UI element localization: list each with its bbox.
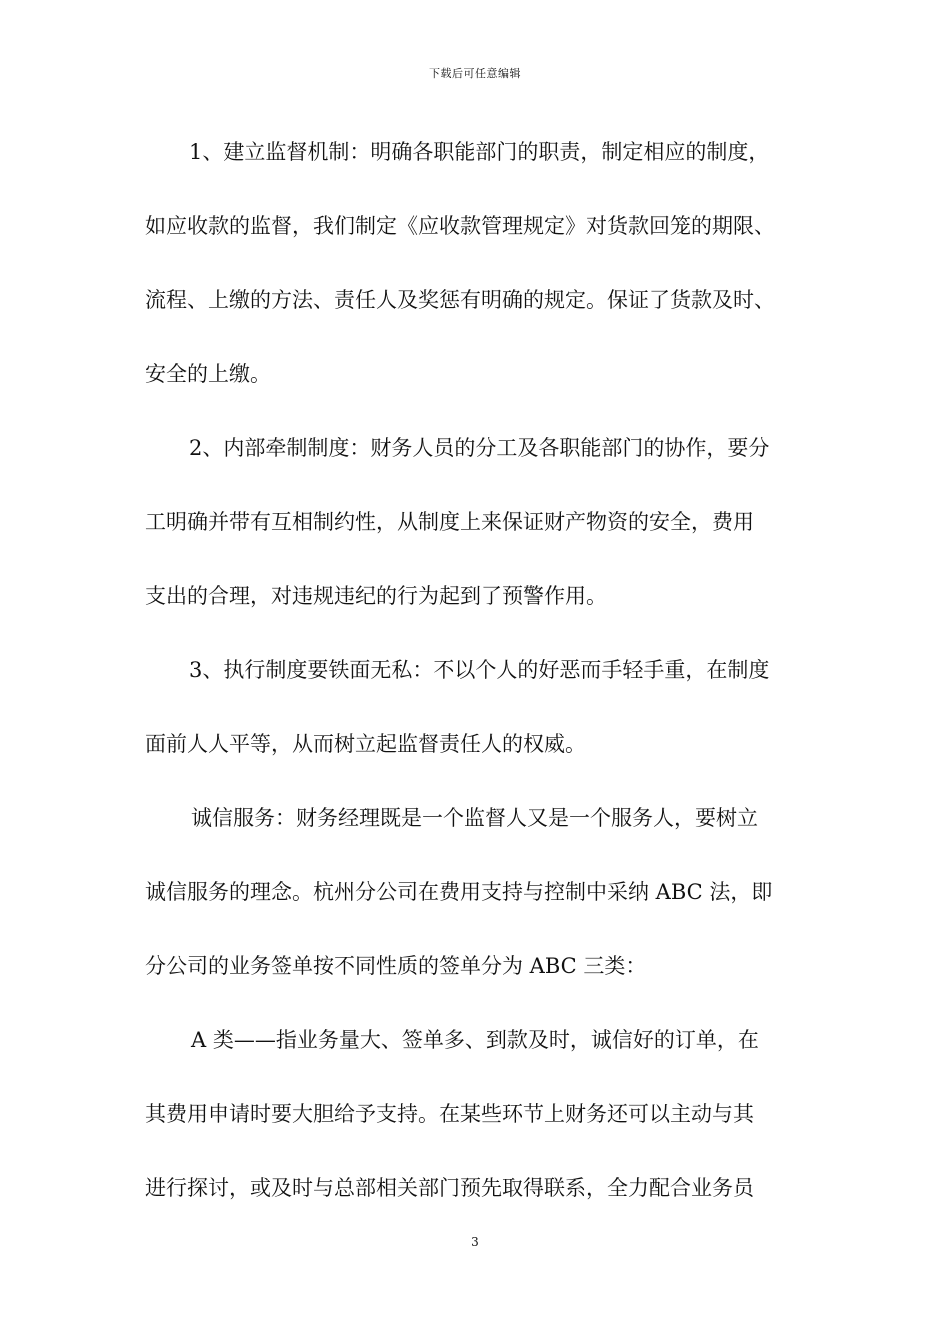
paragraph-line: 1、建立监督机制：明确各职能部门的职责，制定相应的制度，: [189, 140, 770, 164]
paragraph-line: 3、执行制度要铁面无私：不以个人的好恶而手轻手重，在制度: [189, 658, 770, 682]
paragraph-line: 安全的上缴。: [145, 362, 271, 386]
paragraph-line: 流程、上缴的方法、责任人及奖惩有明确的规定。保证了货款及时、: [145, 288, 775, 312]
paragraph-line: 面前人人平等，从而树立起监督责任人的权威。: [145, 732, 586, 756]
paragraph-line: 支出的合理，对违规违纪的行为起到了预警作用。: [145, 584, 607, 608]
paragraph-line: 分公司的业务签单按不同性质的签单分为 ABC 三类：: [145, 954, 647, 978]
paragraph-line: 进行探讨，或及时与总部相关部门预先取得联系，全力配合业务员: [145, 1176, 754, 1200]
paragraph-line: 2、内部牵制制度：财务人员的分工及各职能部门的协作，要分: [189, 436, 770, 460]
paragraph-line: 工明确并带有互相制约性，从制度上来保证财产物资的安全，费用: [145, 510, 754, 534]
paragraph-line: 诚信服务：财务经理既是一个监督人又是一个服务人，要树立: [191, 806, 758, 830]
paragraph-line: 其费用申请时要大胆给予支持。在某些环节上财务还可以主动与其: [145, 1102, 754, 1126]
document-body: [145, 134, 805, 1244]
header-note: 下载后可任意编辑: [429, 67, 521, 80]
paragraph-line: 如应收款的监督，我们制定《应收款管理规定》对货款回笼的期限、: [145, 214, 775, 238]
paragraph-line: A 类——指业务量大、签单多、到款及时，诚信好的订单，在: [191, 1028, 759, 1052]
paragraph-line: 诚信服务的理念。杭州分公司在费用支持与控制中采纳 ABC 法，即: [145, 880, 773, 904]
page-number: 3: [471, 1235, 479, 1249]
